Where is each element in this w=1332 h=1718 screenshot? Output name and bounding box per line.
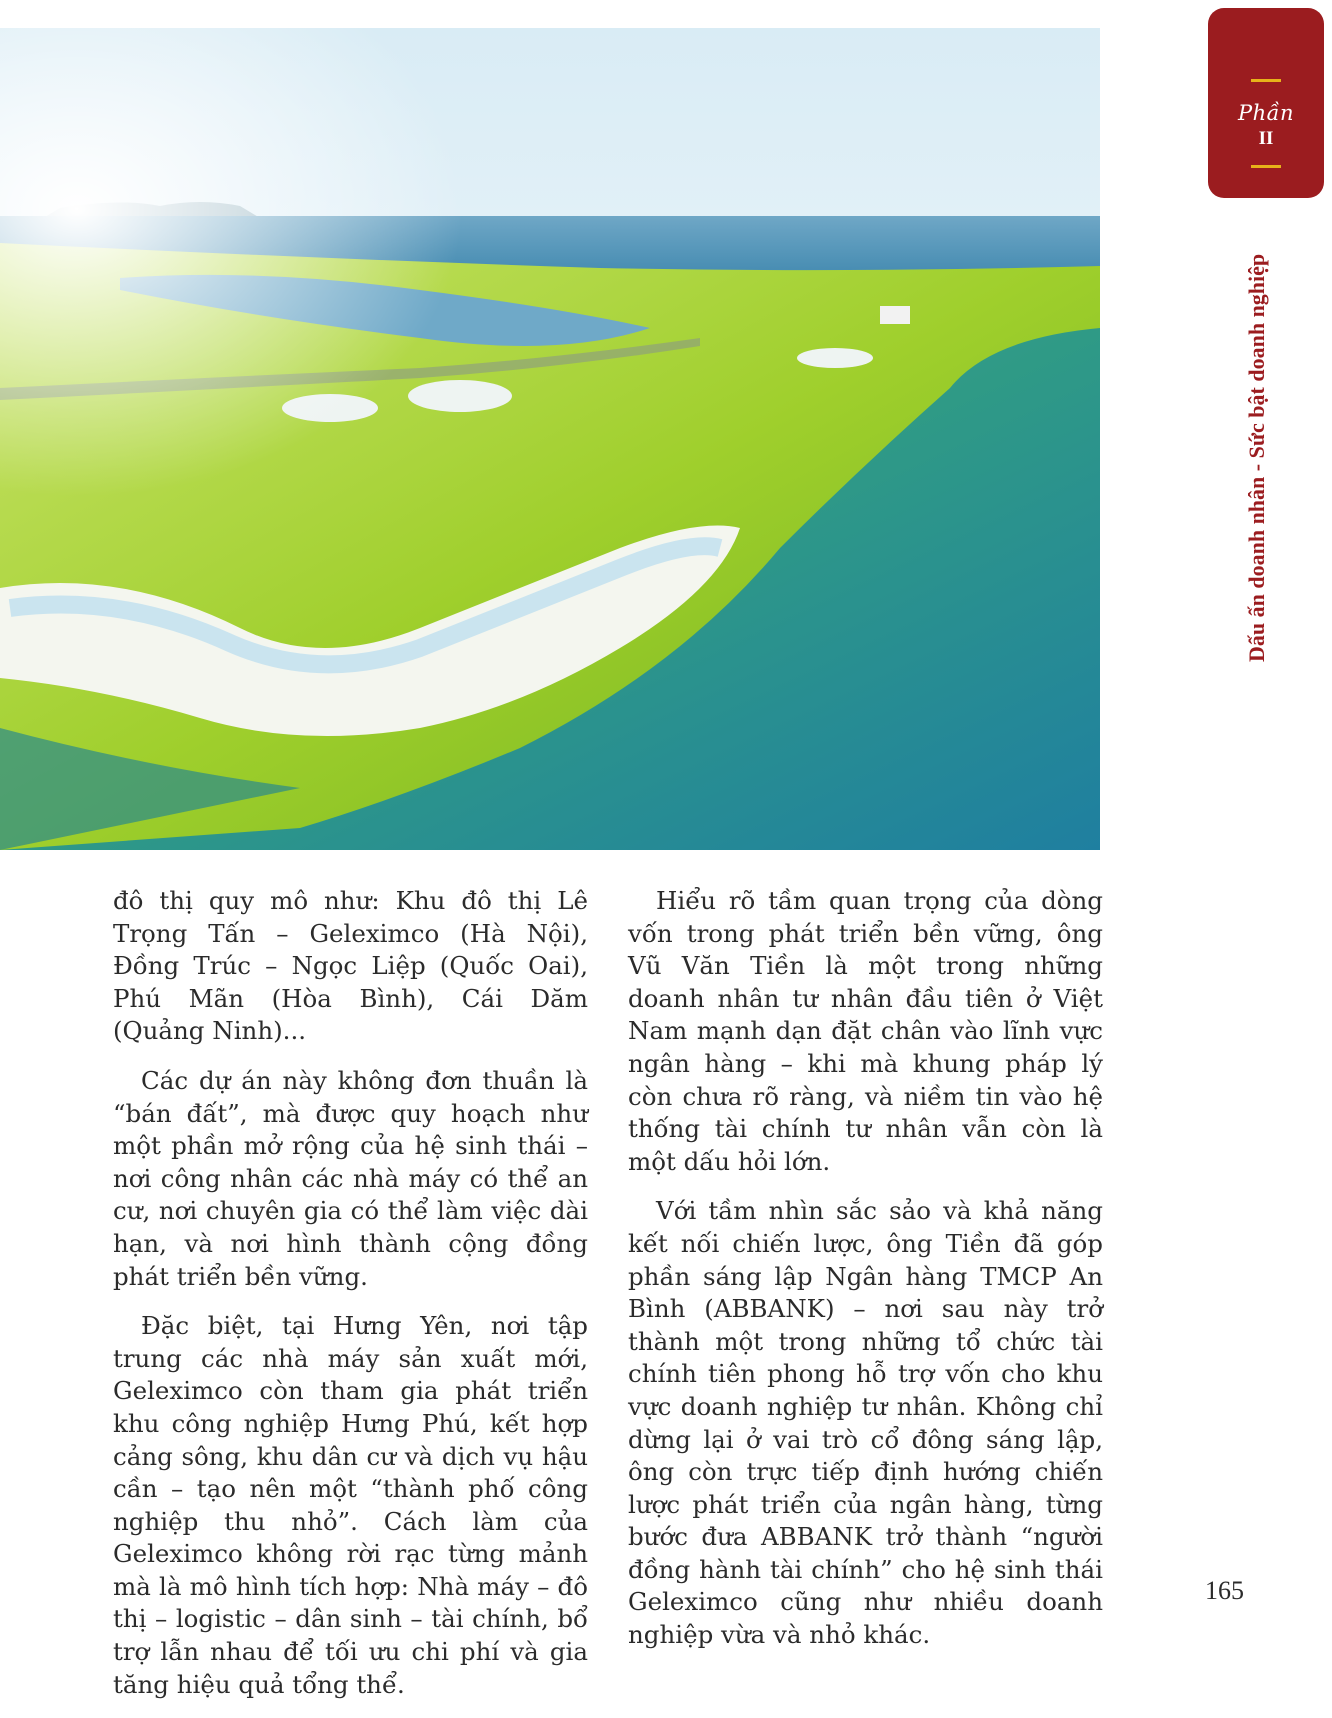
section-tab <box>1208 8 1324 198</box>
paragraph: Với tầm nhìn sắc sảo và khả năng kết nối chiến lược, ông Tiền đã góp phần sáng lập Ngân hàng TMCP An Bình (ABBANK) – nơi sau này trở thành một trong những tổ chức tài chính tiên phong hỗ trợ vốn cho khu vực doanh nghiệp tư nhân. Không chỉ dừng lại ở vai trò cổ đông sáng lập, ông còn trực tiếp định hướng chiến lược phát triển của ngân hàng, từng bước đưa ABBANK trở thành “người đồng hành tài chính” cho hệ sinh thái Geleximco cũng như nhiều doanh nghiệp vừa và nhỏ khác. <box>628 1196 1103 1650</box>
tab-divider-top <box>1251 79 1281 82</box>
golf-course-aerial-photo <box>0 28 1100 850</box>
photo-illustration <box>0 28 1100 850</box>
side-title-text: Dấu ấn doanh nhân - Sức bật doanh nghiệp <box>1244 253 1269 662</box>
tab-divider-bottom <box>1251 165 1281 168</box>
section-number: II <box>1258 128 1274 149</box>
sun-glare <box>0 28 1100 850</box>
paragraph: đô thị quy mô như: Khu đô thị Lê Trọng Tấn – Geleximco (Hà Nội), Đồng Trúc – Ngọc Liệp (Quốc Oai), Phú Mãn (Hòa Bình), Cái Dăm (Quảng Ninh)... <box>113 886 588 1046</box>
paragraph: Hiểu rõ tầm quan trọng của dòng vốn trong phát triển bền vững, ông Vũ Văn Tiền là một trong những doanh nhân tư nhân đầu tiên ở Việt Nam mạnh dạn đặt chân vào lĩnh vực ngân hàng – khi mà khung pháp lý còn chưa rõ ràng, và niềm tin vào hệ thống tài chính tư nhân vẫn còn là một dấu hỏi lớn. <box>628 886 1103 1176</box>
paragraph: Đặc biệt, tại Hưng Yên, nơi tập trung các nhà máy sản xuất mới, Geleximco còn tham gia phát triển khu công nghiệp Hưng Phú, kết hợp cảng sông, khu dân cư và dịch vụ hậu cần – tạo nên một “thành phố công nghiệp thu nhỏ”. Cách làm của Geleximco không rời rạc từng mảnh mà là mô hình tích hợp: Nhà máy – đô thị – logistic – dân sinh – tài chính, bổ trợ lẫn nhau để tối ưu chi phí và gia tăng hiệu quả tổng thể. <box>113 1311 588 1699</box>
left-column <box>113 885 588 1718</box>
side-title <box>1240 222 1280 662</box>
page-number: 165 <box>1205 1576 1244 1605</box>
right-column <box>628 885 1103 1669</box>
section-label: Phần <box>1237 101 1295 125</box>
paragraph: Các dự án này không đơn thuần là “bán đất”, mà được quy hoạch như một phần mở rộng của hệ sinh thái – nơi công nhân các nhà máy có thể an cư, nơi chuyên gia có thể làm việc dài hạn, và nơi hình thành cộng đồng phát triển bền vững. <box>113 1065 588 1291</box>
